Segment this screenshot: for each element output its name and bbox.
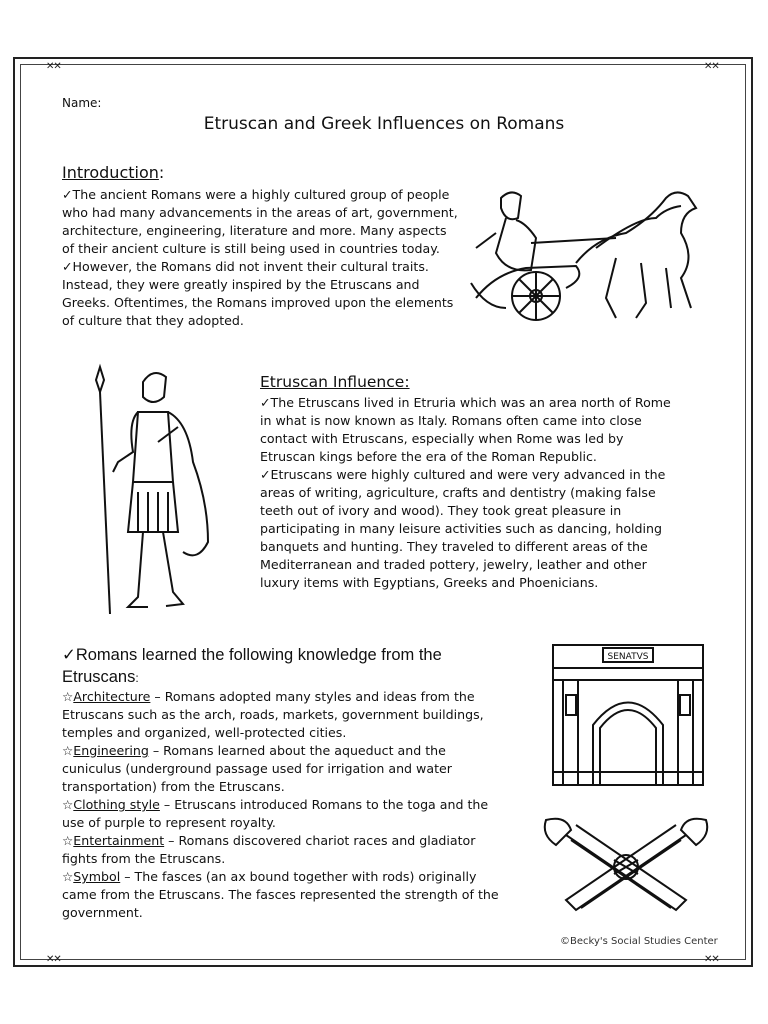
intro-paragraph-2: ✓However, the Romans did not invent their cultural traits. Instead, they were greatly inspired by the Etruscans and Greeks. Oftentimes, the Romans improved upon the elements of culture that they adopted.	[62, 259, 454, 328]
etruscan-heading: Etruscan Influence:	[260, 373, 410, 391]
learned-heading: ✓Romans learned the following knowledge from the Etruscans:	[62, 646, 442, 686]
corner-ornament-top-right: ✕✕	[704, 61, 719, 72]
arch-illustration	[548, 640, 708, 790]
list-item: ☆Symbol – The fasces (an ax bound together with rods) originally came from the Etruscans. The fasces represented the strength of the government.	[62, 869, 499, 920]
intro-heading: Introduction:	[62, 163, 165, 182]
corner-ornament-top-left: ✕✕	[46, 61, 61, 72]
list-item: ☆Architecture – Romans adopted many styles and ideas from the Etruscans such as the arch, roads, markets, government buildings, temples and organized, well-protected cities.	[62, 689, 484, 740]
fasces-illustration	[536, 800, 716, 920]
corner-ornament-bottom-left: ✕✕	[46, 954, 61, 965]
list-item: ☆Engineering – Romans learned about the aqueduct and the cuniculus (underground passage used for irrigation and water transportation) from the Etruscans.	[62, 743, 452, 794]
soldier-illustration	[88, 362, 228, 622]
page-title: Etruscan and Greek Influences on Romans	[203, 114, 565, 134]
intro-text	[62, 186, 458, 330]
etruscan-text	[260, 394, 680, 592]
learned-list	[62, 688, 502, 922]
arch-inscription: SENATVS	[607, 652, 649, 662]
list-item: ☆Entertainment – Romans discovered chariot races and gladiator fights from the Etruscans.	[62, 833, 476, 866]
corner-ornament-bottom-right: ✕✕	[704, 954, 719, 965]
list-item: ☆Clothing style – Etruscans introduced Romans to the toga and the use of purple to represent royalty.	[62, 797, 489, 830]
copyright-footer: ©Becky's Social Studies Center	[560, 936, 718, 947]
name-label: Name:	[62, 96, 102, 110]
etruscan-paragraph-1: ✓The Etruscans lived in Etruria which was an area north of Rome in what is now known as Italy. Romans often came into close contact with Etruscans, especially when Rome was led by Etruscan kings before the era of the Roman Republic.	[260, 395, 671, 464]
intro-paragraph-1: ✓The ancient Romans were a highly cultured group of people who had many advancements in the areas of art, government, architecture, engineering, literature and more. Many aspects of their ancient culture is still being used in countries today.	[62, 187, 458, 256]
chariot-illustration	[466, 178, 726, 328]
etruscan-paragraph-2: ✓Etruscans were highly cultured and were very advanced in the areas of writing, agriculture, crafts and dentistry (making false teeth out of ivory and wood). They took great pleasure in participating in many leisure activities such as dancing, holding banquets and hunting. They traveled to different areas of the Mediterranean and traded pottery, jewelry, leather and other luxury items with Egyptians, Greeks and Phoenicians.	[260, 467, 666, 590]
